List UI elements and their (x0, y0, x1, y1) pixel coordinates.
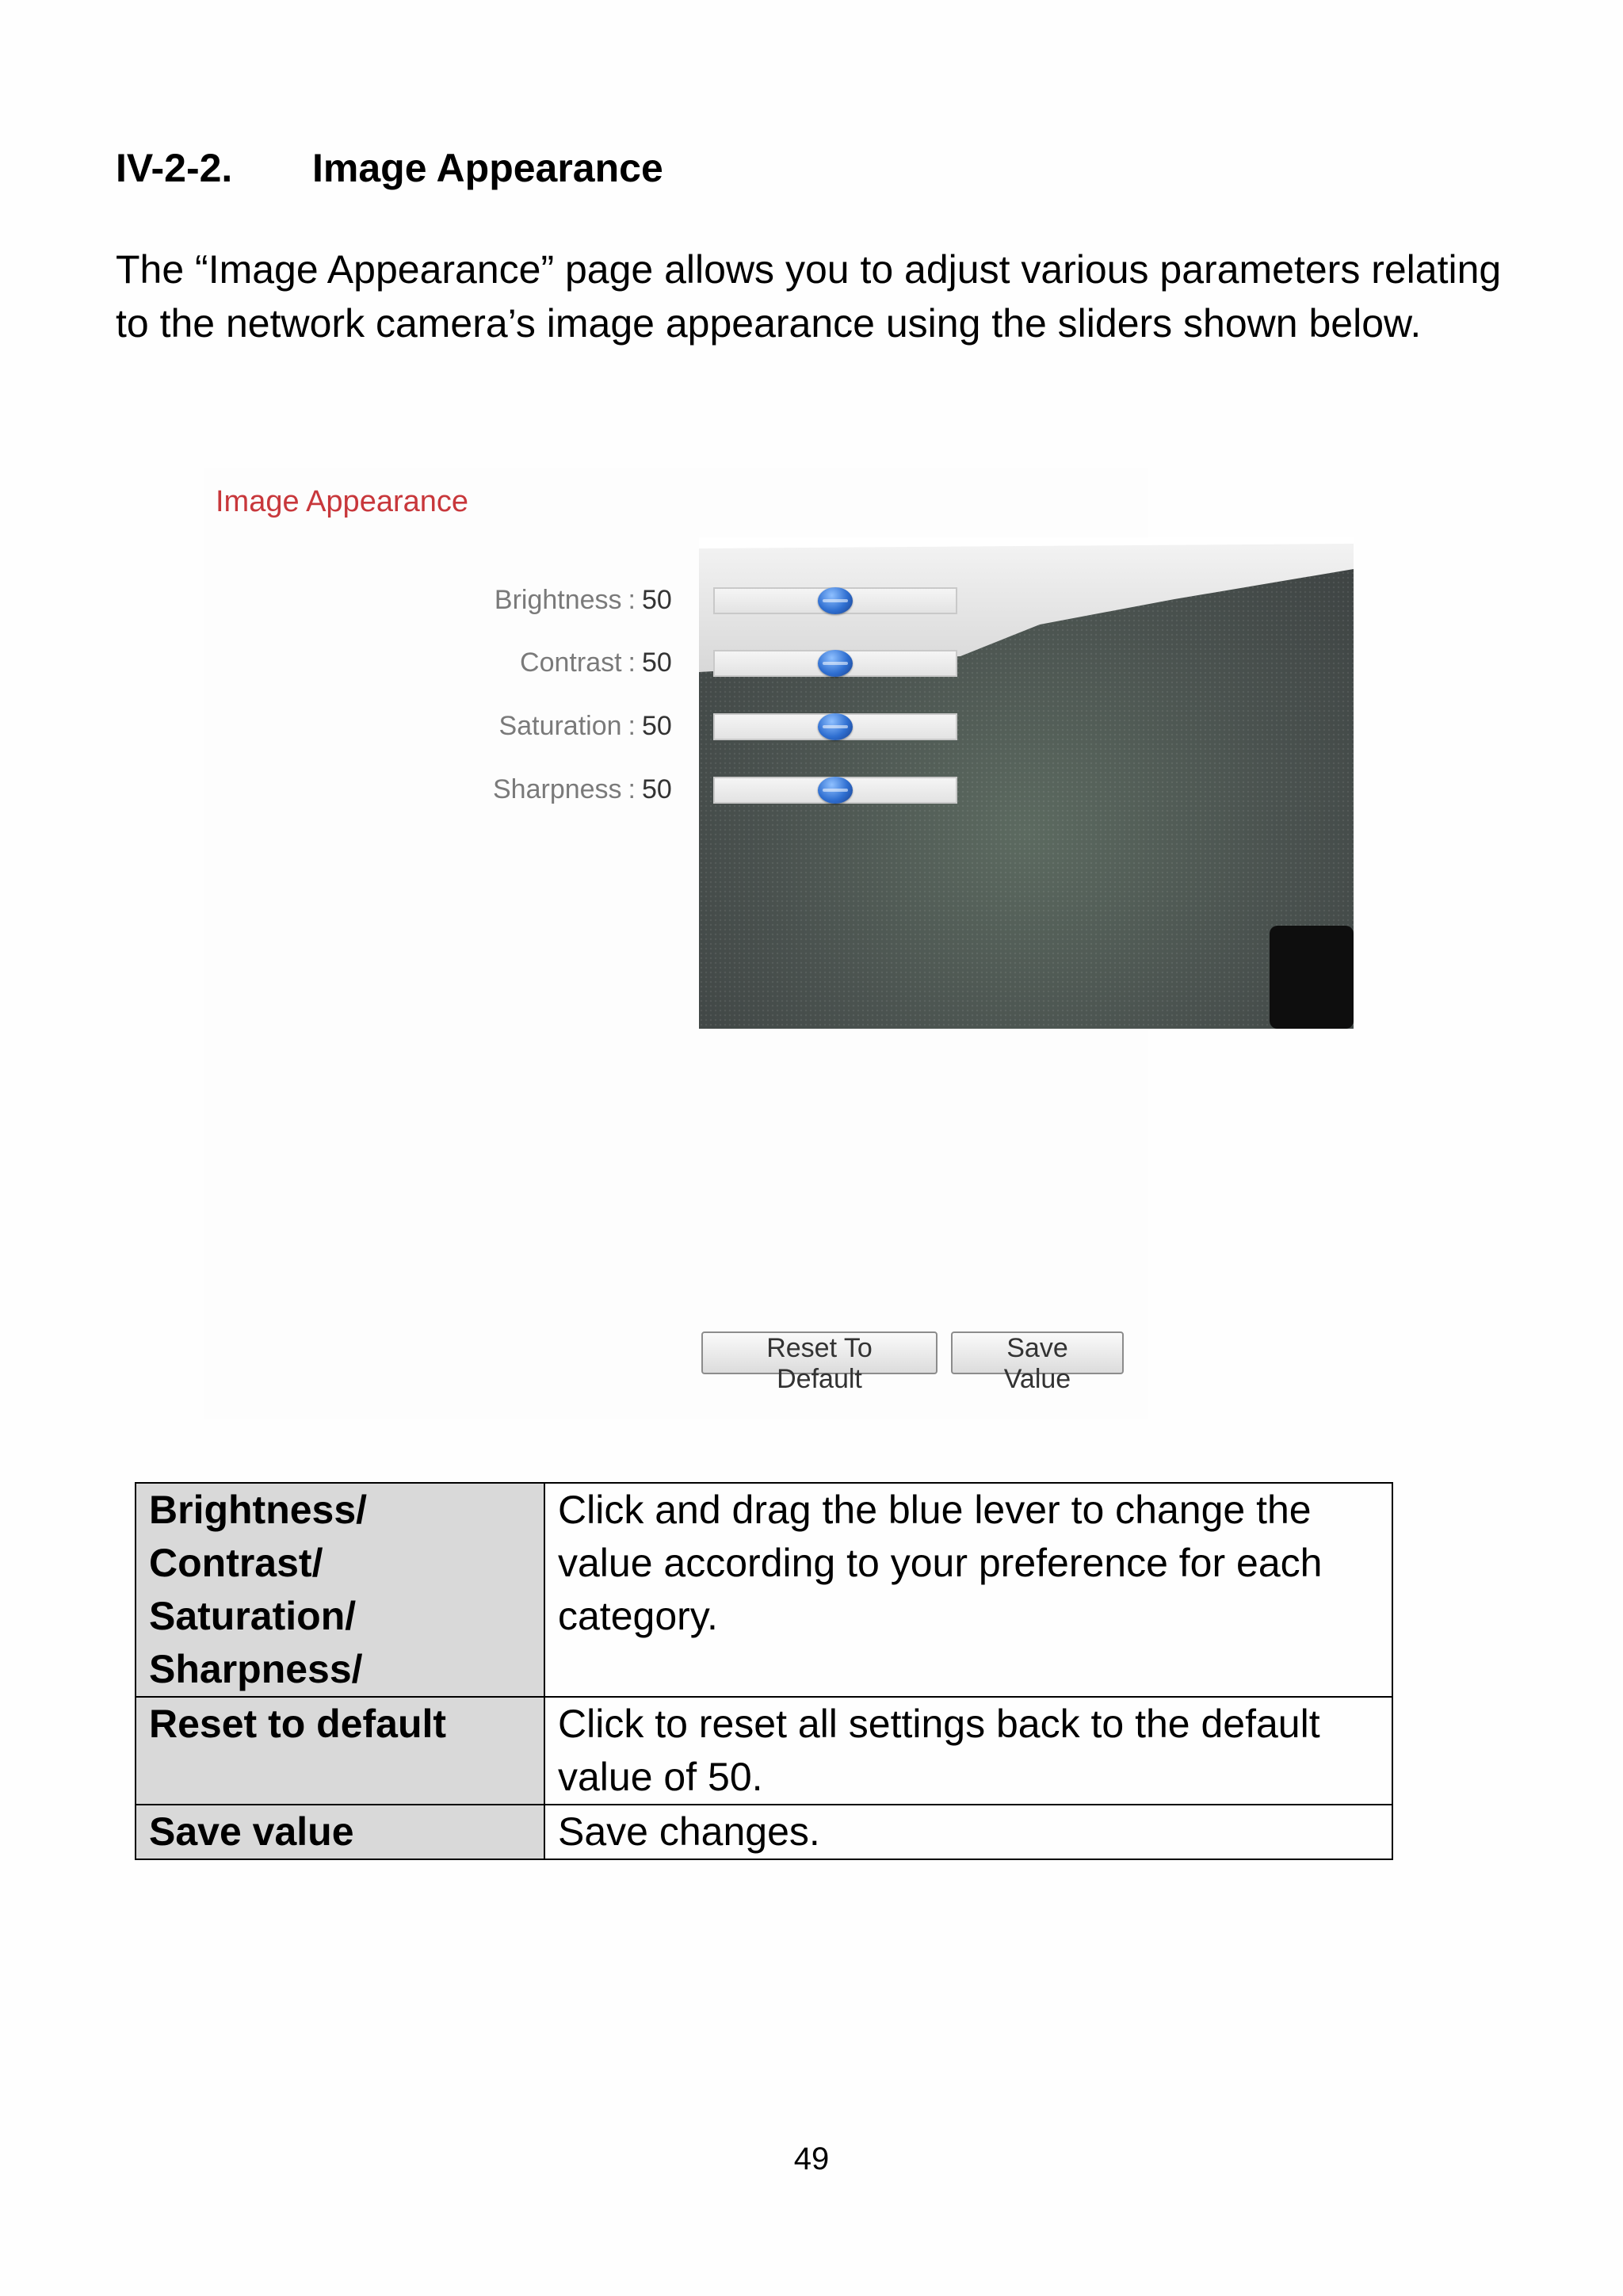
term-sharpness: Sharpness/ (149, 1647, 363, 1691)
slider-label-text: Brightness (494, 585, 622, 615)
slider-handle[interactable] (818, 650, 853, 677)
slider-row-saturation (204, 709, 759, 743)
slider-row-contrast (204, 645, 759, 680)
slider-track[interactable] (713, 587, 957, 614)
table-description: Click to reset all settings back to the default value of 50. (544, 1697, 1392, 1805)
save-value-button[interactable]: Save Value (951, 1331, 1124, 1374)
table-description: Save changes. (544, 1805, 1392, 1859)
section-heading (116, 143, 663, 193)
slider-label: Sharpness : (493, 774, 636, 804)
slider-value: 50 (642, 648, 672, 678)
slider-value: 50 (642, 774, 672, 804)
term-contrast: Contrast/ (149, 1541, 323, 1585)
ui-page-title: Image Appearance (216, 485, 469, 518)
intro-paragraph: The “Image Appearance” page allows you to adjust various parameters relating to the network camera’s image appearance using the sliders shown below. (116, 247, 1502, 346)
slider-track[interactable] (713, 650, 957, 677)
slider-value: 50 (642, 711, 672, 741)
slider-row-brightness (204, 583, 759, 617)
table-term: Save value (136, 1805, 544, 1859)
table-term: Reset to default (136, 1697, 544, 1805)
slider-label-text: Sharpness (493, 774, 622, 804)
settings-description-table (135, 1482, 1393, 1860)
slider-label: Contrast : (520, 648, 636, 678)
page-number: 49 (793, 2141, 830, 2176)
table-description: Click and drag the blue lever to change the value according to your preference for each category. (544, 1483, 1392, 1697)
slider-handle[interactable] (818, 777, 853, 804)
slider-label: Saturation : (498, 711, 636, 741)
section-number: IV-2-2. (116, 146, 233, 190)
slider-handle[interactable] (818, 587, 853, 614)
table-row (136, 1805, 1392, 1859)
slider-track[interactable] (713, 713, 957, 740)
slider-value: 50 (642, 585, 672, 615)
slider-label-text: Contrast (520, 648, 622, 678)
table-row (136, 1697, 1392, 1805)
slider-track[interactable] (713, 777, 957, 804)
table-term (136, 1483, 544, 1697)
slider-row-sharpness (204, 772, 759, 807)
slider-label-text: Saturation (498, 711, 622, 741)
term-brightness: Brightness/ (149, 1488, 368, 1532)
slider-label: Brightness : (494, 585, 636, 615)
slider-handle[interactable] (818, 713, 853, 740)
reset-to-default-button[interactable]: Reset To Default (701, 1331, 938, 1374)
image-appearance-screenshot (204, 468, 1148, 1419)
term-saturation: Saturation/ (149, 1594, 357, 1638)
table-row (136, 1483, 1392, 1697)
section-title: Image Appearance (312, 146, 663, 190)
